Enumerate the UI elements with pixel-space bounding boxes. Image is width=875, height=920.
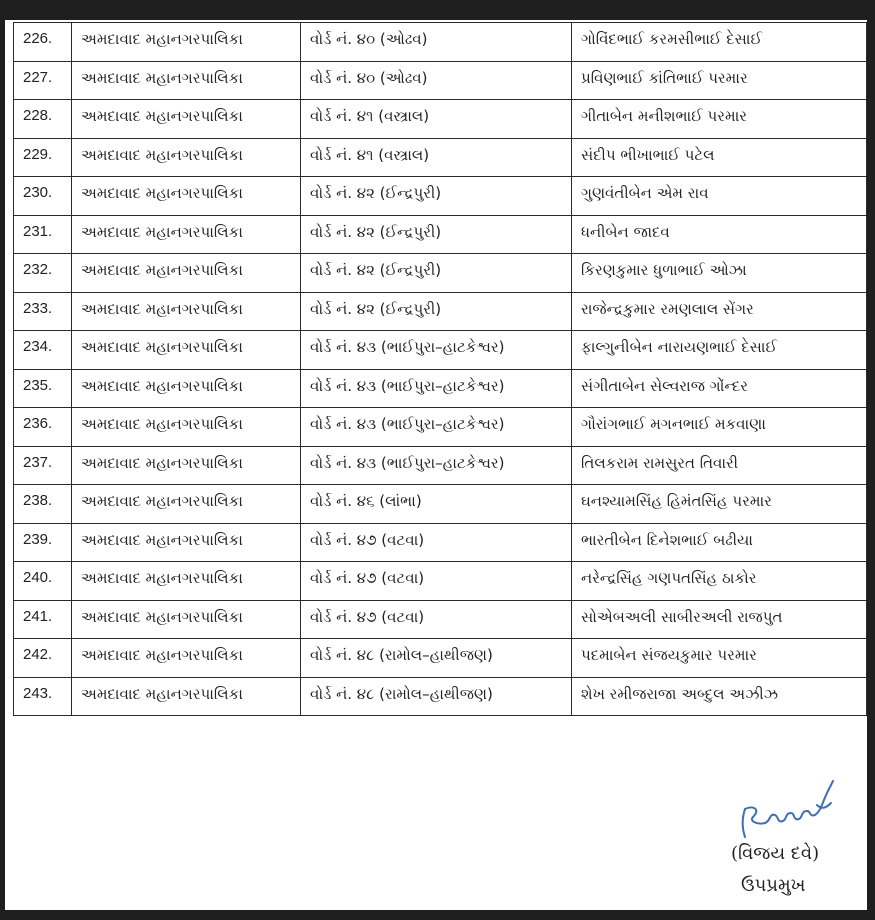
candidate-name-cell: ઘનશ્યામસિંહ હિમંતસિંહ પરમાર xyxy=(572,485,867,524)
serial-number-cell: 240. xyxy=(14,562,72,601)
table-row xyxy=(14,61,867,100)
candidate-name-cell: ભારતીબેન દિનેશભાઈ બઢીયા xyxy=(572,523,867,562)
table-row xyxy=(14,446,867,485)
candidate-name-cell: ગોવિંદભાઈ કરમસીભાઈ દેસાઈ xyxy=(572,23,867,62)
serial-number-cell: 228. xyxy=(14,100,72,139)
ward-cell: વોર્ડ નં. ૪૭ (વટવા) xyxy=(301,562,572,601)
candidate-name-cell: ફાલ્ગુનીબેન નારાયણભાઈ દેસાઈ xyxy=(572,331,867,370)
local-body-cell: અમદાવાદ મહાનગરપાલિકા xyxy=(72,600,301,639)
candidate-name-cell: ગુણવંતીબેન એમ રાવ xyxy=(572,177,867,216)
signature-block xyxy=(705,775,865,915)
local-body-cell: અમદાવાદ મહાનગરપાલિકા xyxy=(72,23,301,62)
local-body-cell: અમદાવાદ મહાનગરપાલિકા xyxy=(72,177,301,216)
ward-cell: વોર્ડ નં. ૪૩ (ભાઈપુરા–હાટકેશ્વર) xyxy=(301,446,572,485)
serial-number-cell: 232. xyxy=(14,254,72,293)
serial-number-cell: 226. xyxy=(14,23,72,62)
table-row xyxy=(14,369,867,408)
serial-number-cell: 237. xyxy=(14,446,72,485)
local-body-cell: અમદાવાદ મહાનગરપાલિકા xyxy=(72,369,301,408)
table-row xyxy=(14,562,867,601)
serial-number-cell: 230. xyxy=(14,177,72,216)
serial-number-cell: 231. xyxy=(14,215,72,254)
local-body-cell: અમદાવાદ મહાનગરપાલિકા xyxy=(72,446,301,485)
serial-number-cell: 241. xyxy=(14,600,72,639)
candidate-name-cell: સંગીતાબેન સેલ્વરાજ ગોંન્દર xyxy=(572,369,867,408)
ward-cell: વોર્ડ નં. ૪૨ (ઈન્દ્રપુરી) xyxy=(301,215,572,254)
serial-number-cell: 235. xyxy=(14,369,72,408)
serial-number-cell: 239. xyxy=(14,523,72,562)
signer-title: ઉપપ્રમુખ xyxy=(741,875,806,896)
ward-cell: વોર્ડ નં. ૪૦ (ઓઢવ) xyxy=(301,61,572,100)
candidate-name-cell: પ્રવિણભાઈ કાંતિભાઈ પરમાર xyxy=(572,61,867,100)
local-body-cell: અમદાવાદ મહાનગરપાલિકા xyxy=(72,215,301,254)
local-body-cell: અમદાવાદ મહાનગરપાલિકા xyxy=(72,562,301,601)
ward-cell: વોર્ડ નં. ૪૧ (વસ્ત્રાલ) xyxy=(301,100,572,139)
table-row xyxy=(14,408,867,447)
serial-number-cell: 242. xyxy=(14,639,72,678)
table-row xyxy=(14,177,867,216)
ward-cell: વોર્ડ નં. ૪૨ (ઈન્દ્રપુરી) xyxy=(301,292,572,331)
serial-number-cell: 233. xyxy=(14,292,72,331)
table-row xyxy=(14,138,867,177)
ward-cell: વોર્ડ નં. ૪૮ (રામોલ–હાથીજણ) xyxy=(301,639,572,678)
candidate-name-cell: નરેન્દ્રસિંહ ગણપતસિંહ ઠાકોર xyxy=(572,562,867,601)
candidate-name-cell: કિરણકુમાર ધુળાભાઈ ઓઝા xyxy=(572,254,867,293)
local-body-cell: અમદાવાદ મહાનગરપાલિકા xyxy=(72,677,301,716)
candidate-name-cell: સોએબઅલી સાબીરઅલી રાજપુત xyxy=(572,600,867,639)
serial-number-cell: 229. xyxy=(14,138,72,177)
ward-cell: વોર્ડ નં. ૪૧ (વસ્ત્રાલ) xyxy=(301,138,572,177)
table-row xyxy=(14,331,867,370)
candidate-name-cell: ધનીબેન જાદવ xyxy=(572,215,867,254)
ward-cell: વોર્ડ નં. ૪૩ (ભાઈપુરા–હાટકેશ્વર) xyxy=(301,369,572,408)
ward-cell: વોર્ડ નં. ૪૨ (ઈન્દ્રપુરી) xyxy=(301,254,572,293)
serial-number-cell: 238. xyxy=(14,485,72,524)
candidate-name-cell: પદમાબેન સંજયકુમાર પરમાર xyxy=(572,639,867,678)
table-row xyxy=(14,639,867,678)
table-row xyxy=(14,600,867,639)
serial-number-cell: 227. xyxy=(14,61,72,100)
ward-cell: વોર્ડ નં. ૪૬ (લાંભા) xyxy=(301,485,572,524)
serial-number-cell: 243. xyxy=(14,677,72,716)
ward-cell: વોર્ડ નં. ૪૩ (ભાઈપુરા–હાટકેશ્વર) xyxy=(301,331,572,370)
local-body-cell: અમદાવાદ મહાનગરપાલિકા xyxy=(72,408,301,447)
candidate-name-cell: ગૌરાંગભાઈ મગનભાઈ મકવાણા xyxy=(572,408,867,447)
local-body-cell: અમદાવાદ મહાનગરપાલિકા xyxy=(72,485,301,524)
handwritten-signature xyxy=(727,775,847,845)
table-row xyxy=(14,485,867,524)
candidate-name-cell: તિલકરામ રામસુરત તિવારી xyxy=(572,446,867,485)
candidate-name-cell: શેખ રમીજરાજા અબ્દુલ અઝીઝ xyxy=(572,677,867,716)
local-body-cell: અમદાવાદ મહાનગરપાલિકા xyxy=(72,292,301,331)
signer-name: (વિજય દવે) xyxy=(731,843,820,864)
ward-cell: વોર્ડ નં. ૪૮ (રામોલ–હાથીજણ) xyxy=(301,677,572,716)
local-body-cell: અમદાવાદ મહાનગરપાલિકા xyxy=(72,138,301,177)
ward-cell: વોર્ડ નં. ૪૦ (ઓઢવ) xyxy=(301,23,572,62)
local-body-cell: અમદાવાદ મહાનગરપાલિકા xyxy=(72,523,301,562)
serial-number-cell: 236. xyxy=(14,408,72,447)
ward-cell: વોર્ડ નં. ૪૭ (વટવા) xyxy=(301,600,572,639)
candidate-name-cell: રાજેન્દ્રકુમાર રમણલાલ સેંગર xyxy=(572,292,867,331)
local-body-cell: અમદાવાદ મહાનગરપાલિકા xyxy=(72,100,301,139)
local-body-cell: અમદાવાદ મહાનગરપાલિકા xyxy=(72,61,301,100)
serial-number-cell: 234. xyxy=(14,331,72,370)
ward-cell: વોર્ડ નં. ૪૩ (ભાઈપુરા–હાટકેશ્વર) xyxy=(301,408,572,447)
table-row xyxy=(14,100,867,139)
candidate-table xyxy=(13,22,867,716)
ward-cell: વોર્ડ નં. ૪૭ (વટવા) xyxy=(301,523,572,562)
ward-cell: વોર્ડ નં. ૪૨ (ઈન્દ્રપુરી) xyxy=(301,177,572,216)
document-page xyxy=(5,20,867,910)
table-row xyxy=(14,677,867,716)
local-body-cell: અમદાવાદ મહાનગરપાલિકા xyxy=(72,331,301,370)
table-row xyxy=(14,254,867,293)
local-body-cell: અમદાવાદ મહાનગરપાલિકા xyxy=(72,254,301,293)
table-row xyxy=(14,523,867,562)
table-row xyxy=(14,215,867,254)
table-row xyxy=(14,23,867,62)
local-body-cell: અમદાવાદ મહાનગરપાલિકા xyxy=(72,639,301,678)
table-row xyxy=(14,292,867,331)
candidate-name-cell: ગીતાબેન મનીશભાઈ પરમાર xyxy=(572,100,867,139)
candidate-name-cell: સંદીપ ભીખાભાઈ પટેલ xyxy=(572,138,867,177)
